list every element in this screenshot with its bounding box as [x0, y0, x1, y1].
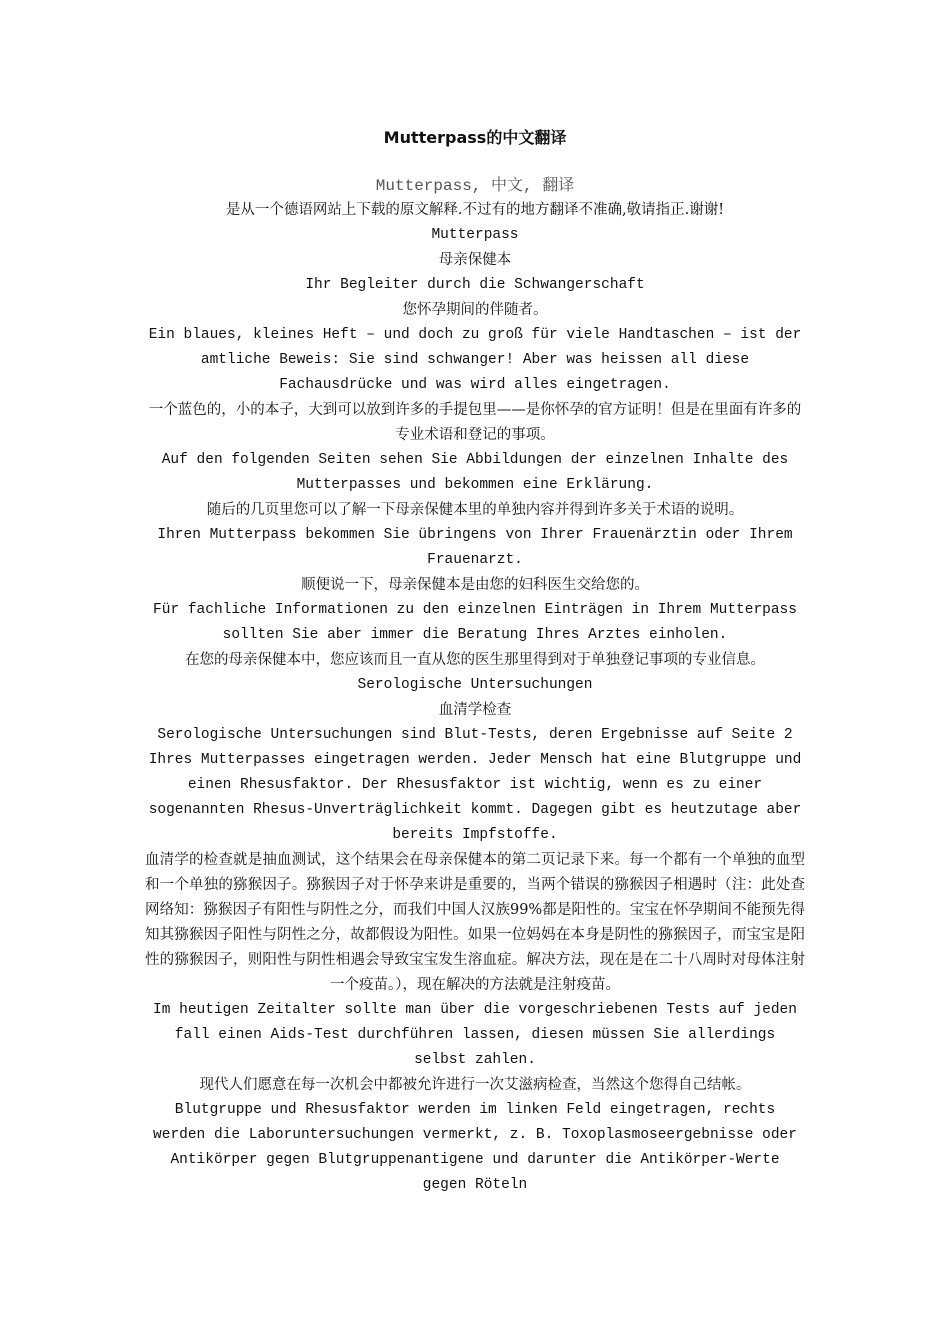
- paragraph-zh: 在您的母亲保健本中，您应该而且一直从您的医生那里得到对于单独登记事项的专业信息。: [185, 652, 765, 668]
- paragraph-zh: 血清学检查: [438, 702, 512, 718]
- document-body: [145, 198, 805, 1198]
- paragraph-de: Ihren Mutterpass bekommen Sie übringens von Ihrer Frauenärztin oder Ihrem Frauenarzt.: [157, 527, 793, 568]
- paragraph-de: Für fachliche Informationen zu den einzelnen Einträgen in Ihrem Mutterpass sollten Sie aber immer die Beratung Ihres Arztes einholen.: [153, 602, 797, 643]
- paragraph-de: Mutterpass: [431, 227, 519, 243]
- paragraph-de: Ihr Begleiter durch die Schwangerschaft: [305, 277, 645, 293]
- document-title: Mutterpass的中文翻译: [383, 128, 567, 147]
- paragraph-zh: 是从一个德语网站上下载的原文解释.不过有的地方翻译不准确,敬请指正.谢谢!: [225, 202, 725, 218]
- paragraph-de: Serologische Untersuchungen: [357, 677, 593, 693]
- paragraph-zh: 您怀孕期间的伴随者。: [402, 302, 548, 318]
- paragraph-zh: 一个蓝色的，小的本子，大到可以放到许多的手提包里——是你怀孕的官方证明！但是在里面有许多的专业术语和登记的事项。: [148, 402, 802, 443]
- paragraph-zh: 顺便说一下，母亲保健本是由您的妇科医生交给您的。: [301, 577, 649, 593]
- document-page: [145, 124, 805, 1198]
- paragraph-zh: 现代人们愿意在每一次机会中都被允许进行一次艾滋病检查，当然这个您得自己结帐。: [199, 1077, 751, 1093]
- paragraph-zh: 血清学的检查就是抽血测试，这个结果会在母亲保健本的第二页记录下来。每一个都有一个单独的血型和一个单独的猕猴因子。猕猴因子对于怀孕来讲是重要的，当两个错误的猕猴因子相遇时（注：此处查网络知：猕猴因子有阳性与阴性之分，而我们中国人汉族99%都是阳性的。宝宝在怀孕期间不能预先得知其猕猴因子阳性与阴性之分，故都假设为阳性。如果一位妈妈在本身是阴性的猕猴因子，而宝宝是阳性的猕猴因子，则阳性与阴性相遇会导致宝宝发生溶血症。解决方法，现在是在二十八周时对母体注射一个疫苗。），现在解决的方法就是注射疫苗。: [145, 852, 805, 993]
- paragraph-de: Ein blaues, kleines Heft – und doch zu groß für viele Handtaschen – ist der amtliche Beweis: Sie sind schwanger! Aber was heissen all diese Fachausdrücke und was wird alles eingetragen.: [148, 327, 802, 393]
- paragraph-de: Serologische Untersuchungen sind Blut-Tests, deren Ergebnisse auf Seite 2 Ihres Mutterpasses eingetragen werden. Jeder Mensch hat eine Blutgruppe und einen Rhesusfaktor. Der Rhesusfaktor ist wichtig, wenn es zu einer sogenannten Rhesus-Unverträglichkeit kommt. Dagegen gibt es heutzutage aber bereits Impfstoffe.: [148, 727, 802, 843]
- paragraph-de: Im heutigen Zeitalter sollte man über die vorgeschriebenen Tests auf jeden fall einen Aids-Test durchführen lassen, diesen müssen Sie allerdings selbst zahlen.: [153, 1002, 797, 1068]
- paragraph-zh: 随后的几页里您可以了解一下母亲保健本里的单独内容并得到许多关于术语的说明。: [206, 502, 744, 518]
- paragraph-de: Blutgruppe und Rhesusfaktor werden im linken Feld eingetragen, rechts werden die Laboruntersuchungen vermerkt, z. B. Toxoplasmoseergebnisse oder Antikörper gegen Blutgruppenantigene und darunter die Antikörper-Werte gegen Röteln: [153, 1102, 797, 1193]
- document-keywords: Mutterpass, 中文, 翻译: [375, 177, 575, 195]
- paragraph-zh: 母亲保健本: [438, 252, 512, 268]
- paragraph-de: Auf den folgenden Seiten sehen Sie Abbildungen der einzelnen Inhalte des Mutterpasses und bekommen eine Erklärung.: [161, 452, 789, 493]
